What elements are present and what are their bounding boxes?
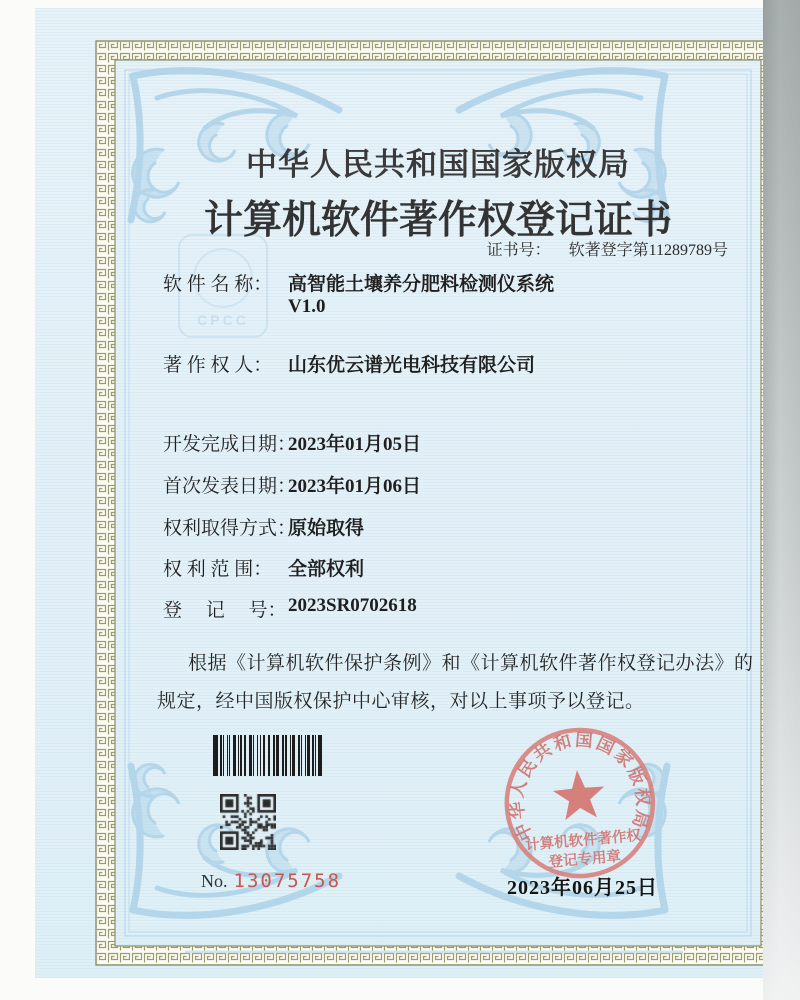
field-value: 山东优云谱光电科技有限公司 bbox=[288, 355, 536, 376]
official-seal bbox=[501, 724, 659, 886]
svg-text:中华人民共和国国家版权局: 中华人民共和国国家版权局 bbox=[506, 729, 654, 844]
field-value: V1.0 bbox=[288, 296, 326, 317]
registration-statement-line2: 规定，经中国版权保护中心审核，对以上事项予以登记。 bbox=[157, 691, 645, 712]
certificate-number-value: 软著登字第11289789号 bbox=[568, 242, 728, 259]
field-value: 2023SR0702618 bbox=[288, 595, 417, 616]
serial-number-line bbox=[201, 870, 341, 892]
certificate-number-label: 证书号： bbox=[486, 242, 551, 259]
cpcc-watermark-text: CPCC bbox=[197, 312, 249, 328]
scanner-edge-shadow bbox=[763, 0, 800, 1000]
issuing-authority-title: 中华人民共和国国家版权局 bbox=[246, 147, 630, 182]
field-label: 权利取得方式： bbox=[163, 518, 297, 539]
svg-text:计算机软件著作权: 计算机软件著作权 bbox=[524, 827, 642, 854]
field-value: 原始取得 bbox=[288, 518, 365, 539]
field-label: 首次发表日期： bbox=[163, 476, 297, 497]
serial-number-value: 13075758 bbox=[233, 870, 342, 892]
svg-text:登记专用章: 登记专用章 bbox=[547, 848, 622, 871]
field-label: 权 利 范 围： bbox=[163, 559, 273, 580]
barcode bbox=[213, 735, 325, 776]
field-label: 开发完成日期： bbox=[163, 434, 297, 455]
field-value: 高智能土壤养分肥料检测仪系统 bbox=[288, 274, 555, 295]
seal-star-icon bbox=[551, 768, 606, 821]
certificate-paper bbox=[35, 8, 763, 978]
field-label: 软 件 名 称： bbox=[163, 274, 273, 295]
certificate-title: 计算机软件著作权登记证书 bbox=[203, 199, 672, 242]
qr-code bbox=[220, 794, 276, 850]
field-value: 2023年01月06日 bbox=[288, 476, 422, 497]
field-value: 2023年01月05日 bbox=[288, 434, 422, 455]
field-label: 著 作 权 人： bbox=[163, 355, 273, 376]
field-value: 全部权利 bbox=[288, 559, 365, 580]
serial-number-label: No. bbox=[201, 871, 228, 891]
issue-date: 2023年06月25日 bbox=[507, 877, 658, 899]
field-label: 登 记 号： bbox=[163, 600, 287, 621]
registration-statement-line1: 根据《计算机软件保护条例》和《计算机软件著作权登记办法》的 bbox=[188, 653, 754, 674]
certificate-number-line bbox=[98, 237, 728, 260]
